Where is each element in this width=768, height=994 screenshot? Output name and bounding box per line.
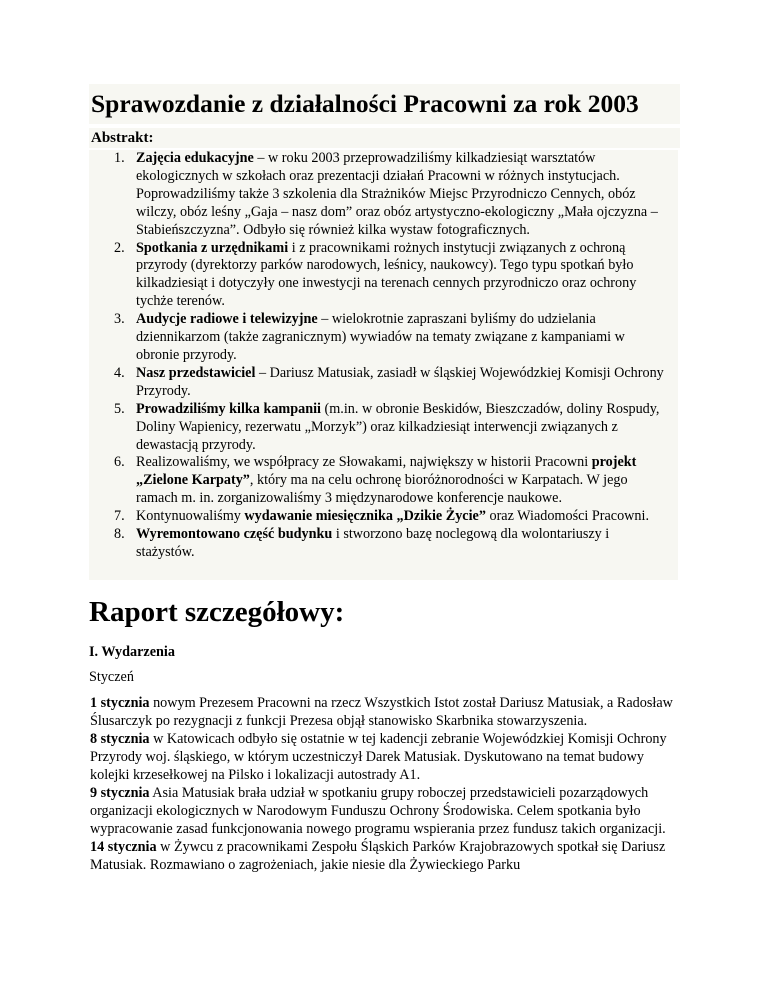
item-text-pre: Kontynuowaliśmy [136, 508, 245, 525]
abstract-item [89, 150, 678, 240]
event-date: 14 stycznia [90, 839, 157, 855]
event-entry [89, 694, 678, 730]
item-text: – Dariusz Matusiak, zasiadł w śląskiej Wojewódzkiej Komisji Ochrony Przyrody. [136, 364, 664, 399]
item-number: 6. [114, 454, 125, 471]
event-text: Asia Matusiak brała udział w spotkaniu grupy roboczej przedstawicieli pozarządowych organizacji ekologicznych w Narodowym Funduszu Ochrony Środowiska. Celem spotkania było wypracowanie zasad funkcjonowania nowego programu wspierania przez fundusz takich organizacji. [90, 785, 666, 837]
item-bold: Wyremontowano część budynku [136, 526, 333, 543]
item-text: oraz Wiadomości Pracowni. [485, 508, 650, 525]
item-text-pre: Realizowaliśmy, we współpracy ze Słowakami, największy w historii Pracowni [136, 454, 592, 471]
item-number: 7. [114, 508, 125, 525]
item-text: i stworzono bazę noclegową dla wolontariuszy i stażystów. [136, 526, 610, 560]
event-text: w Katowicach odbyło się ostatnie w tej kadencji zebranie Wojewódzkiej Komisji Ochrony Przyrody woj. śląskiego, w którym uczestniczył Darek Matusiak. Dyskutowano na temat budowy kolejki krzesełkowej na Pilsko i lokalizacji autostrady A1. [90, 731, 667, 783]
event-date: 8 stycznia [90, 731, 150, 747]
event-text: w Żywcu z pracownikami Zespołu Śląskich Parków Krajobrazowych spotkał się Dariusz Matusiak. Rozmawiano o zagrożeniach, jakie niesie dla Żywieckiego Parku [90, 839, 666, 873]
event-entry [89, 730, 678, 784]
event-entry [89, 838, 678, 874]
item-bold: projekt „Zielone Karpaty” [136, 454, 637, 489]
item-number: 4. [114, 364, 125, 381]
event-entries [89, 694, 678, 994]
abstract-item [89, 401, 678, 455]
item-number: 5. [114, 400, 125, 417]
event-entry [89, 784, 678, 838]
abstract-item [89, 526, 678, 562]
event-date: 9 stycznia [90, 785, 150, 801]
abstract-section [89, 150, 678, 580]
item-number: 8. [114, 526, 125, 543]
item-bold: Nasz przedstawiciel [136, 364, 256, 381]
events-heading: I. Wydarzenia [89, 644, 175, 660]
item-text: , który ma na celu ochronę bioróżnorodności w Karpatach. W jego ramach m. in. zorganizowaliśmy 3 międzynarodowe konferencje naukowe. [136, 472, 628, 507]
abstract-item [89, 454, 678, 508]
item-bold: wydawanie miesięcznika „Dzikie Życie” [244, 508, 486, 525]
report-title: Raport szczegółowy: [89, 596, 345, 628]
abstract-list [89, 150, 678, 562]
abstract-item [89, 508, 678, 526]
abstract-item [89, 240, 678, 312]
item-text: (m.in. w obronie Beskidów, Bieszczadów, doliny Rospudy, Doliny Wapienicy, rezerwatu „Morzyk”) oraz kilkadziesiąt interwencji związanych z dewastacją przyrody. [136, 400, 660, 453]
month-label: Styczeń [89, 669, 134, 685]
item-text: i z pracownikami rożnych instytucji związanych z ochroną przyrody (dyrektorzy parków narodowych, leśnicy, naukowcy). Tego typu spotkań było kilkadziesiąt i dotyczyły one inwestycji na terenach cennych przyrodniczo oraz ochrony tychże terenów. [136, 239, 637, 310]
abstract-item [89, 365, 678, 401]
document-title: Sprawozdanie z działalności Pracowni za rok 2003 [89, 84, 680, 124]
item-bold: Zajęcia edukacyjne [136, 150, 254, 166]
event-date: 1 stycznia [90, 695, 150, 711]
item-number: 3. [114, 311, 125, 328]
item-number: 1. [114, 150, 125, 166]
item-number: 2. [114, 239, 125, 256]
item-bold: Prowadziliśmy kilka kampanii [136, 400, 321, 417]
item-text: – w roku 2003 przeprowadziliśmy kilkadziesiąt warsztatów ekologicznych w szkołach oraz prezentacji działań Pracowni w różnych instytucjach. Poprowadziliśmy także 3 szkolenia dla Strażników Miejsc Przyrodniczo Cennych, obóz wilczy, obóz leśny „Gaja – nasz dom” oraz obóz artystyczno-ekologiczny „Mała ojczyzna – Stabieńszczyzna”. Odbyło się również kilka wystaw fotograficznych. [136, 150, 658, 238]
item-bold: Audycje radiowe i telewizyjne [136, 311, 318, 328]
event-text: nowym Prezesem Pracowni na rzecz Wszystkich Istot został Dariusz Matusiak, a Radosław Ślusarczyk po rezygnacji z funkcji Prezesa objął stanowisko Skarbnika stowarzyszenia. [90, 695, 673, 729]
abstract-label: Abstrakt: [89, 128, 680, 148]
item-text: – wielokrotnie zapraszani byliśmy do udzielania dziennikarzom (także zagranicznym) wywiadów na tematy związane z kampaniami w obronie przyrody. [136, 311, 625, 363]
item-bold: Spotkania z urzędnikami [136, 239, 289, 256]
abstract-item [89, 311, 678, 365]
